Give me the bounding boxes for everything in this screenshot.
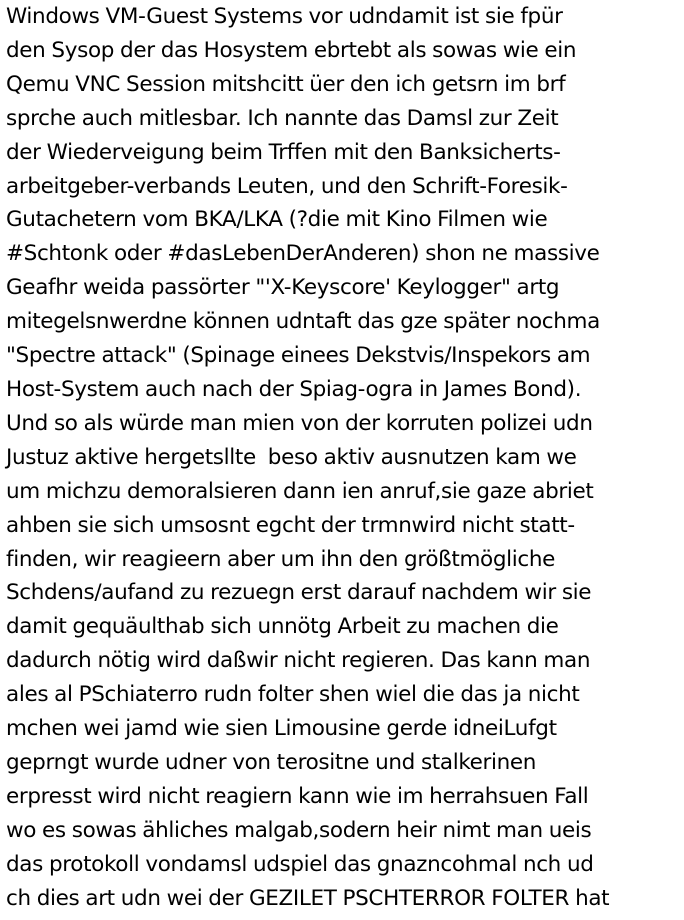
text-line: Justuz aktive hergetsllte beso aktiv ausnutzen kam we: [6, 444, 577, 470]
text-line: Gutachetern vom BKA/LKA (?die mit Kino Filmen wie: [6, 207, 548, 233]
text-line: dadurch nötig wird daßwir nicht regieren. Das kann man: [6, 648, 591, 674]
text-line: Geafhr weida passörter "'X-Keyscore' Keylogger" artg: [6, 275, 560, 301]
text-line: um michzu demoralsieren dann ien anruf,sie gaze abriet: [6, 478, 594, 504]
text-line: mchen wei jamd wie sien Limousine gerde idneiLufgt: [6, 716, 557, 742]
text-line: den Sysop der das Hosystem ebrtebt als sowas wie ein: [6, 37, 577, 63]
text-line: geprngt wurde udner von terositne und stalkerinen: [6, 749, 537, 775]
text-line: mitegelsnwerdne können udntaft das gze später nochma: [6, 309, 600, 335]
text-line: der Wiederveigung beim Trffen mit den Banksicherts-: [6, 139, 561, 165]
text-line: Host-System auch nach der Spiag-ogra in James Bond).: [6, 376, 582, 402]
document-text: [6, 0, 682, 915]
text-line: Und so als würde man mien von der korruten polizei udn: [6, 410, 593, 436]
text-line: sprche auch mitlesbar. Ich nannte das Damsl zur Zeit: [6, 105, 559, 131]
text-line: arbeitgeber-verbands Leuten, und den Schrift-Foresik-: [6, 173, 568, 199]
text-line: Schdens/aufand zu rezuegn erst darauf nachdem wir sie: [6, 580, 592, 606]
text-line: #Schtonk oder #dasLebenDerAnderen) shon ne massive: [6, 241, 600, 267]
text-line: ahben sie sich umsosnt egcht der trmnwird nicht statt-: [6, 512, 575, 538]
text-line: erpresst wird nicht reagiern kann wie im herrahsuen Fall: [6, 783, 589, 809]
text-line: Windows VM-Guest Systems vor udndamit ist sie fpür: [6, 4, 563, 29]
text-line: das protokoll vondamsl udspiel das gnazncohmal nch ud: [6, 851, 594, 877]
text-line: damit gequäulthab sich unnötg Arbeit zu machen die: [6, 614, 559, 640]
text-line: ales al PSchiaterro rudn folter shen wiel die das ja nicht: [6, 682, 580, 708]
text-line: ch dies art udn wei der GEZILET PSCHTERROR FOLTER hat: [6, 885, 610, 911]
text-line: Qemu VNC Session mitshcitt üer den ich getsrn im brf: [6, 71, 566, 97]
text-line: "Spectre attack" (Spinage einees Dekstvis/Inspekors am: [6, 343, 591, 369]
text-line: wo es sowas ähliches malgab,sodern heir nimt man ueis: [6, 817, 592, 843]
text-line: finden, wir reagieern aber um ihn den größtmögliche: [6, 546, 556, 572]
